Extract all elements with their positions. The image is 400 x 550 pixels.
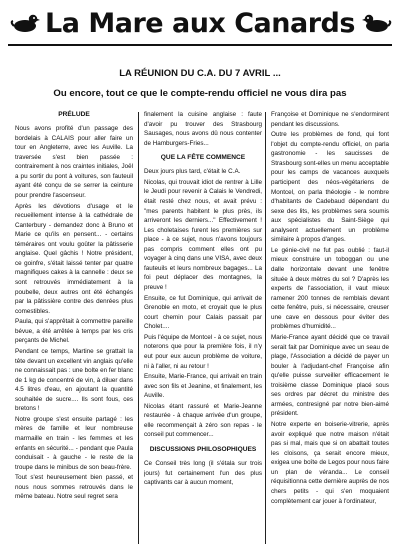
paragraph: Ensuite, Marie-France, qui arrivait en train avec son fils et Jeanine, et finalement, les Auville. xyxy=(144,373,262,400)
paragraph: Deux jours plus tard, c'était le C.A. xyxy=(144,168,241,176)
paragraph: Tout s'est heureusement bien passé, et nous nous sommes retrouvés dans le même bateau. Notre seul regret sera xyxy=(15,474,133,501)
paragraph: finalement la cuisine anglaise : faute d'avoir pu trouver des Strasbourg Sausages, nous avons dû nous contenter de Hamburgers-Fries... xyxy=(144,111,262,147)
paragraph: Outre les problèmes de fond, qui font l'objet du compte-rendu officiel, on parla gastronomie - les saucisses de Strasbourg sont-elles un menu acceptable pour les camps de vacances auxquels participent des néos-végétariens de Montcel, on parla théologie - le nombre d'habitants de Cadebaud dépendant du sexe des lits, les problèmes sera soumis aux spécialistes du Saint-Siège qui analysent actuellement un problème similaire à propos d'anges. xyxy=(271,131,389,244)
paragraph: Notre groupe s'est ensuite partagé : les mères de famille et leur nombreuse marmaille en train - les femmes et les enfants en sécurité... - pendant que Paula conduisait - à gauche - le reste de la troupe dans le minibus de son beau-frère. xyxy=(15,415,133,471)
paragraph: Ce Conseil très long (il s'étala sur trois jours) fut certainement l'un des plus captivants car à aucun moment, xyxy=(144,460,262,487)
paragraph: Nous avons profité d'un passage des bordelais à CALAIS pour aller faire un tour en Angleterre, avec les Auville. La traversée s'est bien passée : contrairement à nos craintes initiales, Joël a pu sortir du pont à voitures, son fauteuil ayant été conçu de se serrer la ceinture pour prendre l'ascenseur. xyxy=(15,125,133,199)
section-heading-discussions: DISCUSSIONS PHILOSOPHIQUES xyxy=(149,446,257,454)
masthead-title: La Mare aux Canards xyxy=(45,8,355,39)
paragraph: Nicolas étant rassuré et Marie-Jeanne restaurée - à chaque arrivée d'un groupe, elle recommençait à zéro son repas - le conseil put commencer... xyxy=(144,402,262,439)
article-subheadline: Ou encore, tout ce que le compte-rendu officiel ne vous dira pas xyxy=(53,88,347,99)
duck-icon xyxy=(362,12,392,34)
paragraph: Après les dévotions d'usage et le recueillement intense à la cathédrale de Canterbury - demandez donc à Bruno et Marie ce qu'ils en pensent... - certains téméraires ont voulu goûter la pâtisserie anglaise. Quel gâchis ! Notre président, ce goinfre, s'était laissé tenter par quatre magnifiques cakes à la cannelle : deux se sont retrouvés immédiatement à la poubelle, deux autres ont été échangés par la pâtissière contre des denrées plus comestibles. xyxy=(15,202,133,315)
paragraph: Le génie-civil ne fut pas oublié : faut-il mieux construire un toboggan ou une dalle horizontale devant une fenêtre située à deux mètres du sol ? D'après les experts de l'association, il vaut mieux ramener 200 tonnes de remblais devant cette fenêtre, puis, si nécessaire, creuser une cave en dessous pour éviter des problèmes d'humidité... xyxy=(271,246,389,331)
paragraph: Paula, qui s'apprêtait à commettre pareille bévue, a été arrêtée à temps par les cris perçants de Michel. xyxy=(15,318,133,345)
masthead xyxy=(0,8,400,54)
paragraph: Nicolas, qui trouvait idiot de rentrer à Lille le Jeudi pour revenir à Calais le Vendredi, était resté chez nous, et avait prévu : "mes parents habitent le plus près, ils arriveront les derniers..." Effectivement ! Les choletaises furent les premières sur place - à ce sujet, nous n'avons toujours pas compris comment elles ont pu voyager à cinq dans une VISA, avec deux fauteuils et leurs nombreux bagages... La foi peut déplacer des montagnes, la preuve ! xyxy=(144,178,262,292)
paragraph: Puis l'équipe de Montcel - à ce sujet, nous noterons que pour la première fois, il n'y eut pour eux aucun problème de voiture, ni à l'aller, ni au retour ! xyxy=(144,333,262,370)
column-1 xyxy=(15,110,133,546)
paragraph: Françoise et Dominique ne s'endormirent pendant les discussions. xyxy=(271,111,389,128)
column-divider xyxy=(265,112,266,544)
section-heading-fete: QUE LA FÊTE COMMENCE xyxy=(160,154,246,162)
duck-icon xyxy=(10,12,40,34)
paragraph: Pendant ce temps, Martine se grattait la tête devant un excellent vin anglais qu'elle ne connaissait pas : une bolte en fer blanc de 1 kg de concentré de vin, à diluer dans 4.5 litres d'eau, en ajoutant la quantité souhaitée de sucre.... Ils sont fous, ces bretons ! xyxy=(15,347,133,413)
article-headline: LA RÉUNION DU C.A. DU 7 AVRIL ... xyxy=(119,68,281,79)
section-heading-prelude: PRÉLUDE xyxy=(58,111,90,118)
paragraph: Ensuite, ce fut Dominique, qui arrivait de Grenoble en moto, et croyait que le plus court chemin pour Calais passait par Cholet.... xyxy=(144,294,262,331)
column-3 xyxy=(271,110,389,546)
column-divider xyxy=(138,112,139,544)
paragraph: Marie-France ayant décidé que ce travail serait fait par Dominique avec un seau de plage, l'Association a décidé de payer un bouler à l'adjudant-chef Françoise afin qu'elle puisse surveiller efficacement le troisième classe Dominique placé sous ses ordres par décret du ministre des armées, contresigné par notre bien-aimé président. xyxy=(271,333,389,418)
column-2 xyxy=(144,110,262,546)
masthead-rule xyxy=(8,44,392,46)
paragraph: Notre experte en boiserie-vitrerie, après avoir expliqué que notre maison n'était pas si mal, mais que si on abattait toutes les cloisons, ça serait encore mieux, exigea une boîte de Legos pour nous faire un plan de véranda... Le conseil réquisitionna cette dernière auprès de nos chers petits - qui s'en moquaient complètement car jouer à l'ordinateur, xyxy=(271,421,389,505)
